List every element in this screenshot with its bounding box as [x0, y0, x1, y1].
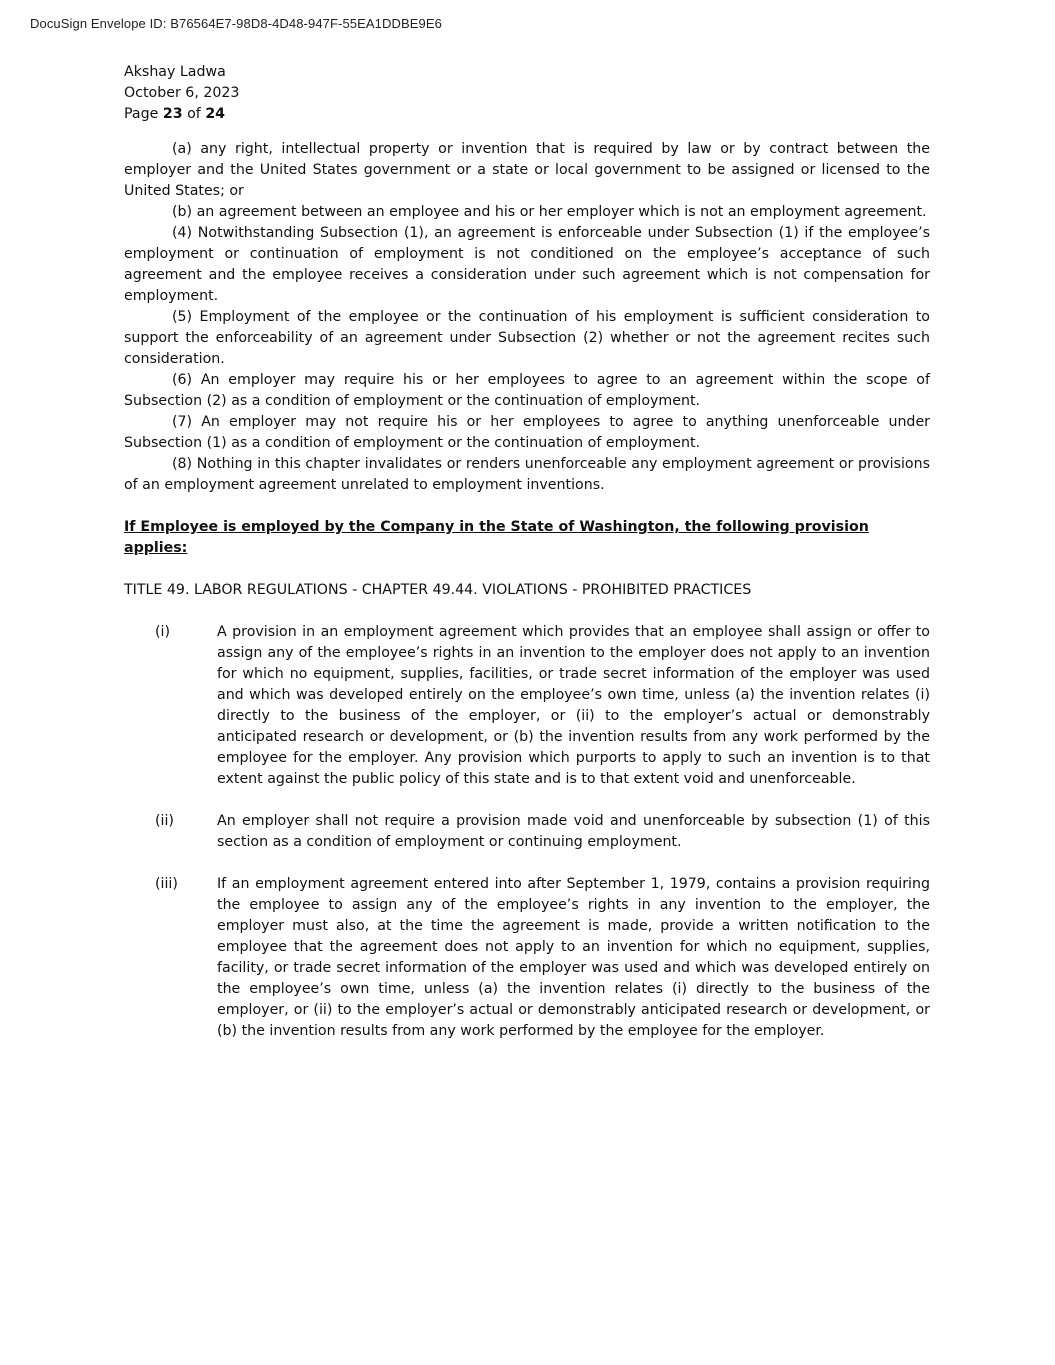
- provision-text: A provision in an employment agreement which provides that an employee shall assign or offer to assign any of the employee’s rights in an invention to the employer does not apply to an invention for which no equipment, supplies, facilities, or trade secret information of the employer was used and which was developed entirely on the employee’s own time, unless (a) the invention relates (i) directly to the business of the employer, or (ii) to the employer’s actual or demonstrably anticipated research or development, or (b) the invention results from any work performed by the employee for the employer. Any provision which purports to apply to such an invention is to that extent against the public policy of this state and is to that extent void and unenforceable.: [217, 624, 930, 787]
- paragraph-8: (8) Nothing in this chapter invalidates or renders unenforceable any employment agreement or provisions of an employment agreement unrelated to employment inventions.: [124, 456, 930, 493]
- provision-text: If an employment agreement entered into after September 1, 1979, contains a provision requiring the employee to assign any of the employee’s rights in any invention to the employer, the employer must also, at the time the agreement is made, provide a written notification to the employee that the agreement does not apply to an invention for which no equipment, supplies, facility, or trade secret information of the employer was used and which was developed entirely on the employee’s own time, unless (a) the invention relates (i) directly to the business of the employer, or (ii) to the employer’s actual or demonstrably anticipated research or development, or (b) the invention results from any work performed by the employee for the employer.: [217, 876, 930, 1039]
- provision-text: An employer shall not require a provision made void and unenforceable by subsection (1) of this section as a condition of employment or continuing employment.: [217, 813, 930, 850]
- provision-item: [124, 811, 930, 853]
- paragraph-a: (a) any right, intellectual property or invention that is required by law or by contract between the employer and the United States government or a state or local government to be assigned or licensed to the United States; or: [124, 141, 930, 199]
- provision-number: (ii): [155, 813, 174, 829]
- provision-number: (iii): [155, 876, 178, 892]
- page-number: [124, 104, 930, 125]
- paragraph-b: (b) an agreement between an employee and his or her employer which is not an employment agreement.: [172, 204, 927, 220]
- page-current: 23: [162, 106, 183, 122]
- statute-title: TITLE 49. LABOR REGULATIONS - CHAPTER 49.44. VIOLATIONS - PROHIBITED PRACTICES: [124, 582, 752, 598]
- paragraph-4: (4) Notwithstanding Subsection (1), an agreement is enforceable under Subsection (1) if the employee’s employment or continuation of employment is not conditioned on the employee’s acceptance of such agreement and the employee receives a consideration under such agreement which is not compensation for employment.: [124, 225, 930, 304]
- provision-item: [124, 622, 930, 790]
- docusign-envelope-id: DocuSign Envelope ID: B76564E7-98D8-4D48-947F-55EA1DDBE9E6: [30, 16, 442, 31]
- paragraph-6: (6) An employer may require his or her employees to agree to an agreement within the scope of Subsection (2) as a condition of employment or the continuation of employment.: [124, 372, 930, 409]
- section-heading: If Employee is employed by the Company in the State of Washington, the following provision applies:: [124, 519, 869, 556]
- document-page: [124, 62, 930, 1042]
- paragraph-7: (7) An employer may not require his or her employees to agree to anything unenforceable under Subsection (1) as a condition of employment or the continuation of employment.: [124, 414, 930, 451]
- provision-item: [124, 874, 930, 1042]
- letter-date: October 6, 2023: [124, 85, 240, 101]
- page-prefix: Page: [124, 106, 163, 122]
- letter-header: [124, 62, 930, 125]
- paragraph-5: (5) Employment of the employee or the continuation of his employment is sufficient consideration to support the enforceability of an agreement under Subsection (2) whether or not the agreement recites such consideration.: [124, 309, 930, 367]
- provision-number: (i): [155, 624, 171, 640]
- page-total: 24: [205, 106, 226, 122]
- recipient-name: Akshay Ladwa: [124, 64, 226, 80]
- page-of: of: [182, 106, 206, 122]
